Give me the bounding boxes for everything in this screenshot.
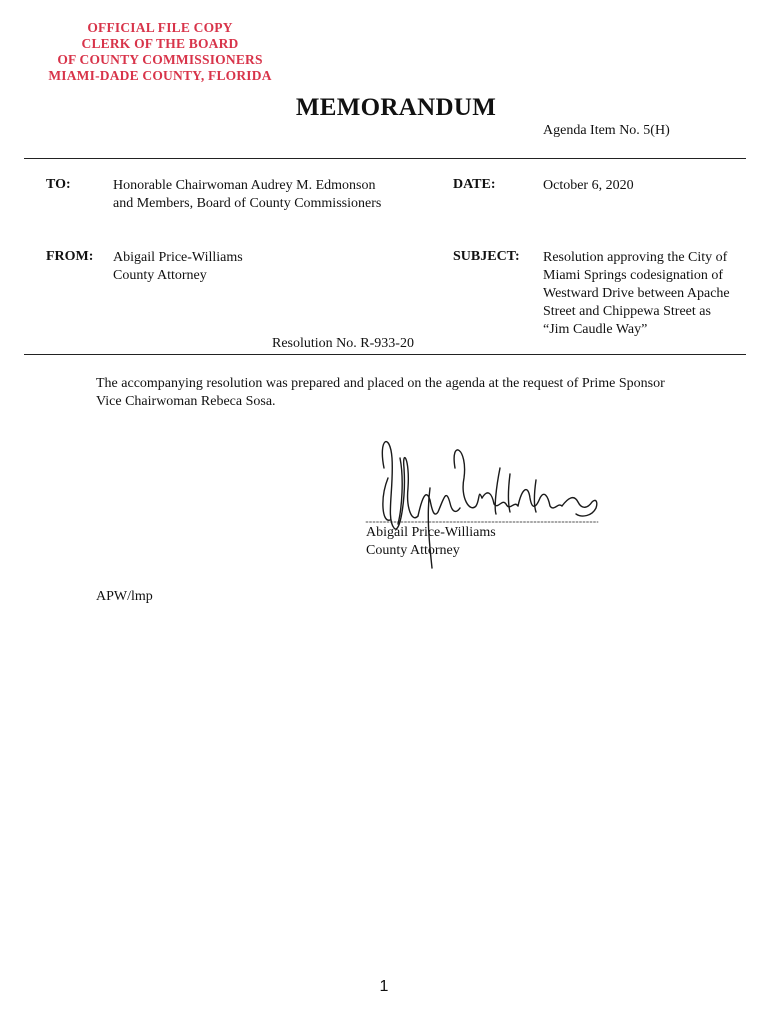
- agenda-item-number: Agenda Item No. 5(H): [543, 123, 670, 138]
- date-value: October 6, 2020: [543, 178, 634, 193]
- stamp-line-4: MIAMI-DADE COUNTY, FLORIDA: [48, 68, 272, 83]
- page-number: 1: [379, 978, 389, 995]
- subject-text: [543, 249, 730, 339]
- from-sender: [113, 249, 243, 285]
- resolution-number: Resolution No. R-933-20: [272, 336, 414, 351]
- to-label: TO:: [46, 177, 71, 192]
- reference-initials: APW/lmp: [96, 589, 153, 604]
- body-line-1: The accompanying resolution was prepared and placed on the agenda at the request of Prime Sponsor: [96, 376, 665, 391]
- from-line-2: County Attorney: [113, 268, 207, 283]
- body-line-2: Vice Chairwoman Rebeca Sosa.: [96, 394, 276, 409]
- stamp-line-1: OFFICIAL FILE COPY: [87, 20, 233, 35]
- page-title: MEMORANDUM: [295, 94, 497, 121]
- from-label: FROM:: [46, 249, 94, 264]
- bottom-divider: [24, 354, 746, 355]
- official-file-copy-stamp: [40, 20, 280, 84]
- subject-label: SUBJECT:: [453, 249, 520, 264]
- signer-title: County Attorney: [366, 543, 460, 558]
- to-line-2: and Members, Board of County Commissioners: [113, 196, 382, 211]
- subject-line-5: “Jim Caudle Way”: [543, 322, 648, 337]
- subject-line-1: Resolution approving the City of: [543, 250, 728, 265]
- stamp-line-3: OF COUNTY COMMISSIONERS: [57, 52, 263, 67]
- from-line-1: Abigail Price-Williams: [113, 250, 243, 265]
- subject-line-2: Miami Springs codesignation of: [543, 268, 724, 283]
- memo-body: [96, 375, 665, 411]
- date-label: DATE:: [453, 177, 496, 192]
- to-recipients: [113, 177, 381, 213]
- subject-line-4: Street and Chippewa Street as: [543, 304, 711, 319]
- subject-line-3: Westward Drive between Apache: [543, 286, 730, 301]
- signature-block: [366, 524, 496, 560]
- signer-name: Abigail Price-Williams: [366, 525, 496, 540]
- to-line-1: Honorable Chairwoman Audrey M. Edmonson: [113, 178, 376, 193]
- top-divider: [24, 158, 746, 159]
- stamp-line-2: CLERK OF THE BOARD: [81, 36, 239, 51]
